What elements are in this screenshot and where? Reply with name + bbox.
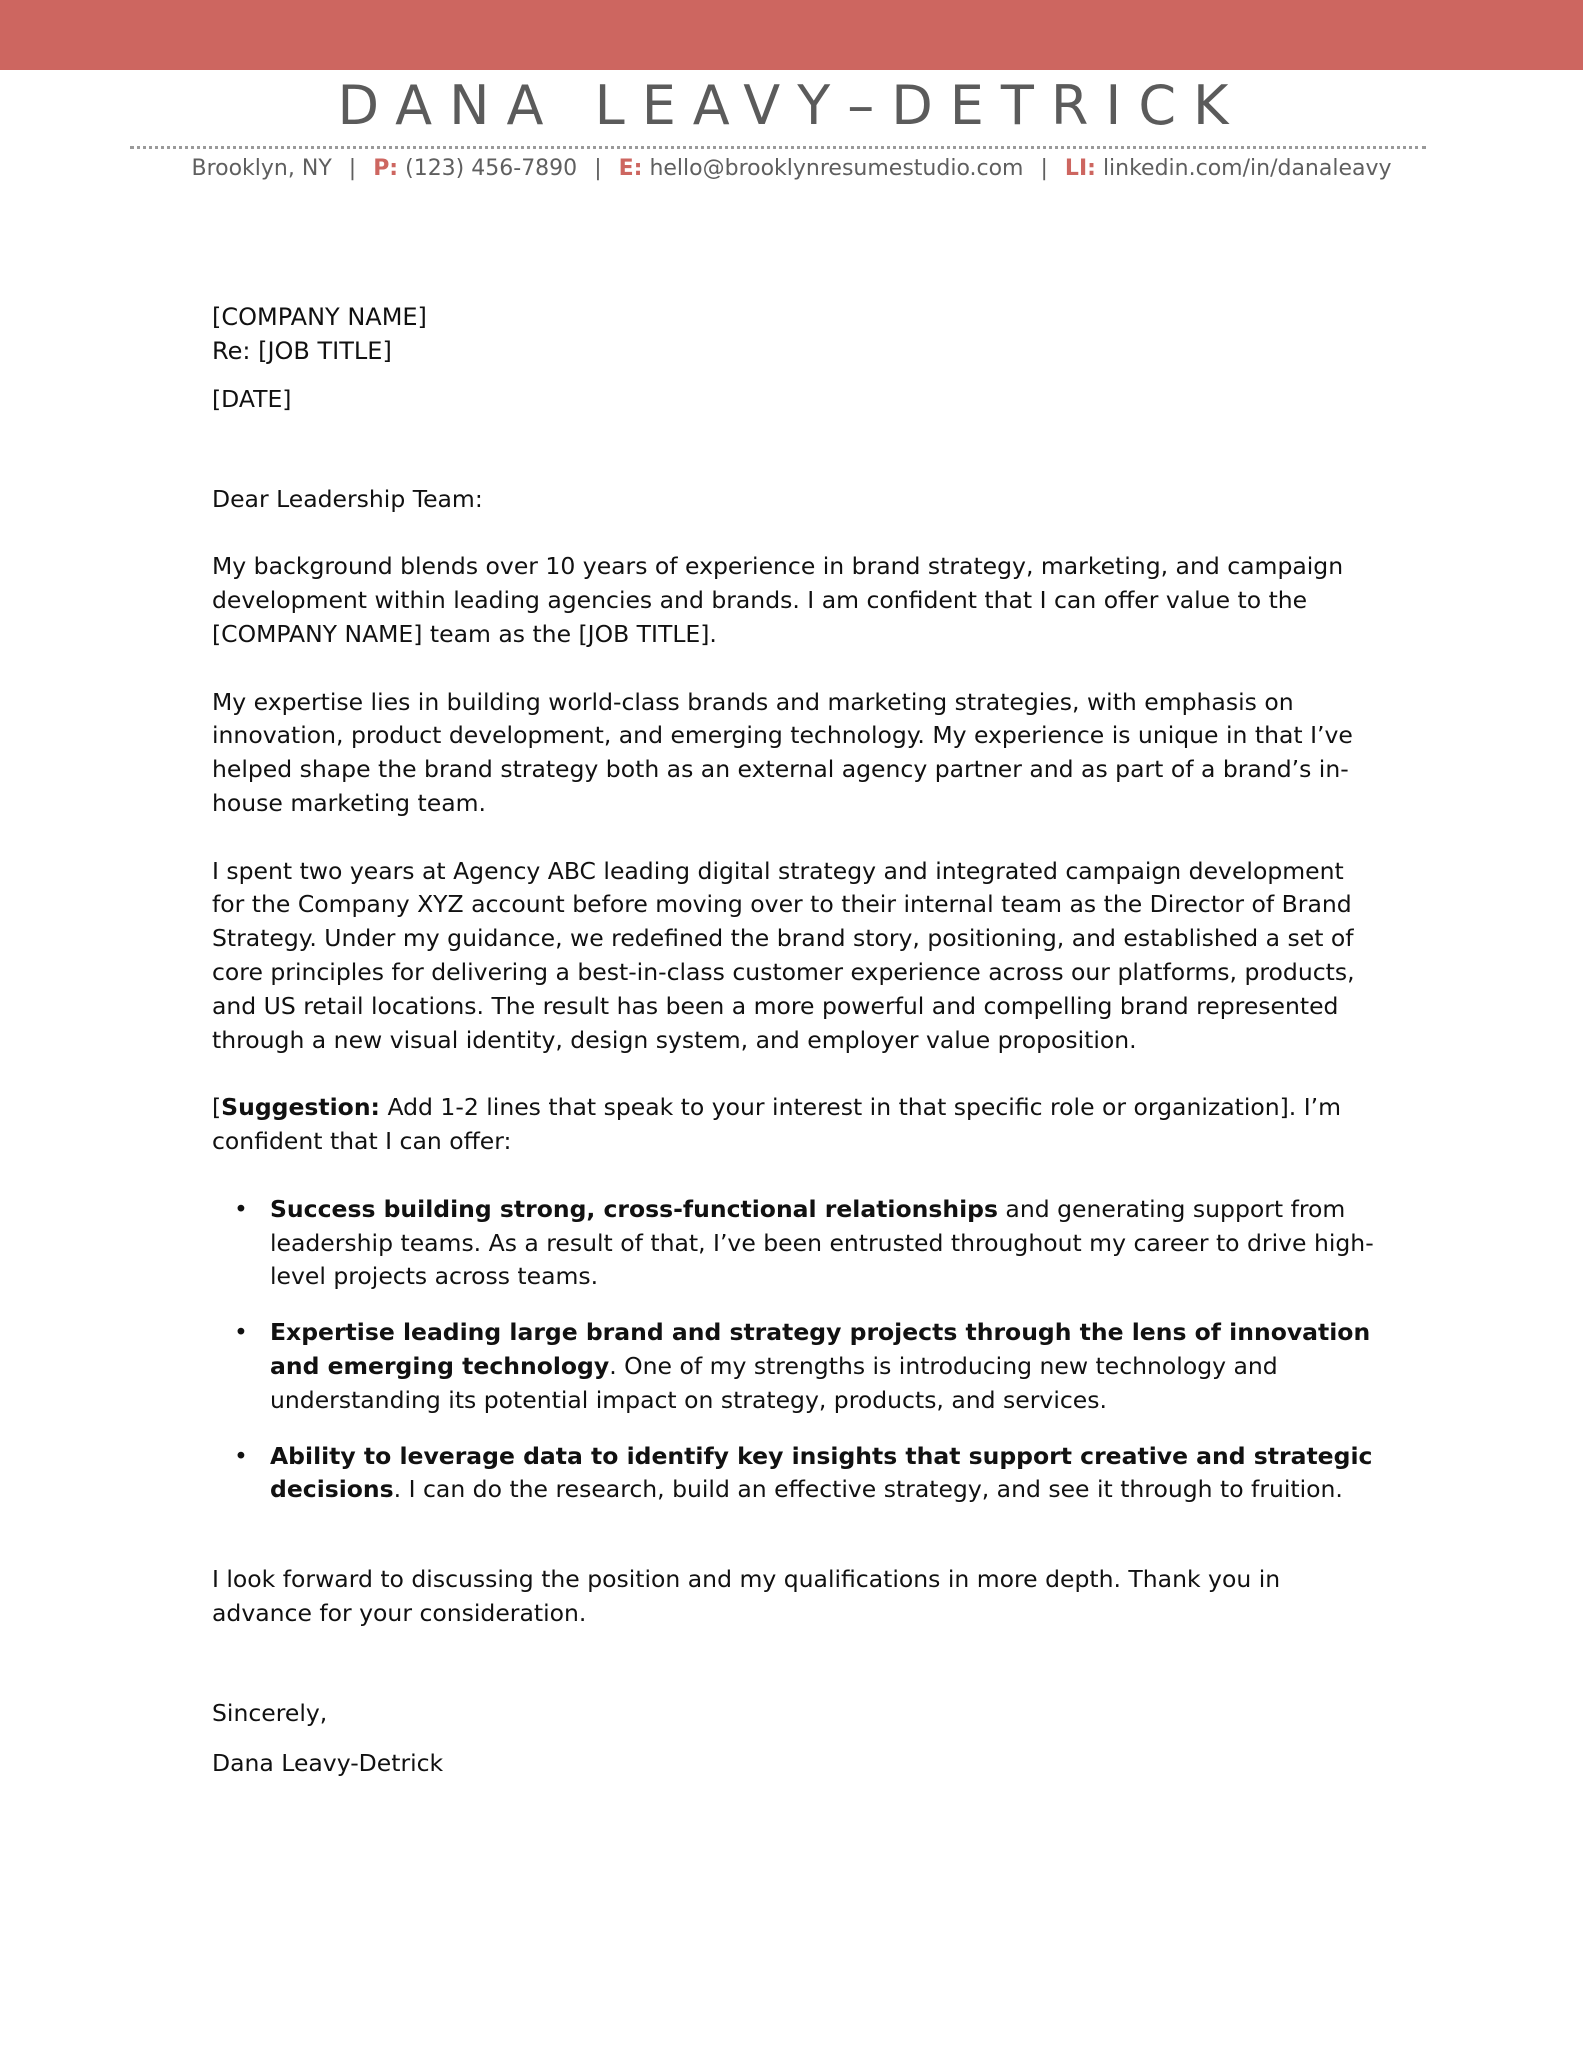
applicant-name: DANA LEAVY–DETRICK (337, 74, 1246, 137)
signature-name: Dana Leavy-Detrick (212, 1748, 444, 1777)
header-divider (130, 146, 1426, 149)
strengths-list (212, 1193, 1382, 1507)
paragraph-experience: I spent two years at Agency ABC leading digital strategy and integrated campaign development for the Company XYZ account before moving over to their internal team as the Director of Brand Strategy. Under my guidance, we redefined the brand story, positioning, and established a set of core principles for delivering a best-in-class customer experience across our platforms, products, and US retail locations. The result has been a more powerful and compelling brand represented through a new visual identity, design system, and employer value proposition. (212, 856, 1355, 1054)
bullet-bold-text: Ability to leverage data to identify key insights that support creative and strategic decisions (270, 1441, 1373, 1504)
bullet-icon: • (234, 1318, 248, 1347)
bullet-text: . One of my strengths is introducing new technology and understanding its potential impact on strategy, products, and services. (270, 1351, 1278, 1414)
bullet-icon: • (234, 1194, 248, 1223)
salutation: Dear Leadership Team: (212, 484, 483, 513)
paragraph-background: My background blends over 10 years of experience in brand strategy, marketing, and campaign development within leading agencies and brands. I am confident that I can offer value to the [COMPANY NAME] team as the [JOB TITLE]. (212, 552, 1344, 648)
contact-separator: | (1040, 156, 1048, 181)
paragraph-expertise: My expertise lies in building world-class brands and marketing strategies, with emphasis on innovation, product development, and emerging technology. My experience is unique in that I’ve helped shape the brand strategy both as an external agency partner and as part of a brand’s in-house marketing team. (212, 687, 1353, 817)
suggestion-label: Suggestion: (221, 1093, 380, 1122)
list-item (212, 1316, 1382, 1417)
closing-paragraph: I look forward to discussing the position and my qualifications in more depth. Thank you in advance for your consideration. (212, 1565, 1281, 1627)
letter-date: [DATE] (212, 385, 292, 413)
list-item (212, 1440, 1382, 1508)
recipient-company: [COMPANY NAME] (212, 303, 427, 331)
paragraph-suggestion (212, 1091, 1382, 1159)
contact-location: Brooklyn, NY (191, 156, 332, 181)
bullet-bold-text: Success building strong, cross-functional relationships (270, 1194, 998, 1223)
email-label: E: (618, 156, 643, 181)
bullet-icon: • (234, 1441, 248, 1470)
suggestion-text: Add 1-2 lines that speak to your interest in that specific role or organization]. I’m confident that I can offer: (212, 1093, 1342, 1155)
bullet-text: and generating support from leadership teams. As a result of that, I’ve been entrusted throughout my career to drive high-level projects across teams. (270, 1194, 1374, 1291)
list-item (212, 1193, 1382, 1294)
header-accent-bar (0, 0, 1583, 70)
recipient-re-line: Re: [JOB TITLE] (212, 337, 392, 365)
bullet-text: . I can do the research, build an effective strategy, and see it through to fruition. (393, 1475, 1343, 1504)
linkedin-label: LI: (1064, 156, 1096, 181)
contact-email[interactable]: hello@brooklynresumestudio.com (649, 156, 1024, 181)
contact-separator: | (348, 156, 357, 181)
signoff: Sincerely, (212, 1698, 328, 1727)
contact-linkedin[interactable]: linkedin.com/in/danaleavy (1102, 156, 1392, 181)
suggestion-open-bracket: [ (212, 1093, 222, 1122)
letter-body (212, 300, 1382, 1780)
contact-line (0, 154, 1583, 184)
bullet-bold-text: Expertise leading large brand and strategy projects through the lens of innovation and emerging technology (270, 1318, 1371, 1380)
contact-phone: (123) 456-7890 (405, 156, 578, 181)
contact-separator: | (594, 156, 602, 181)
phone-label: P: (373, 156, 399, 181)
